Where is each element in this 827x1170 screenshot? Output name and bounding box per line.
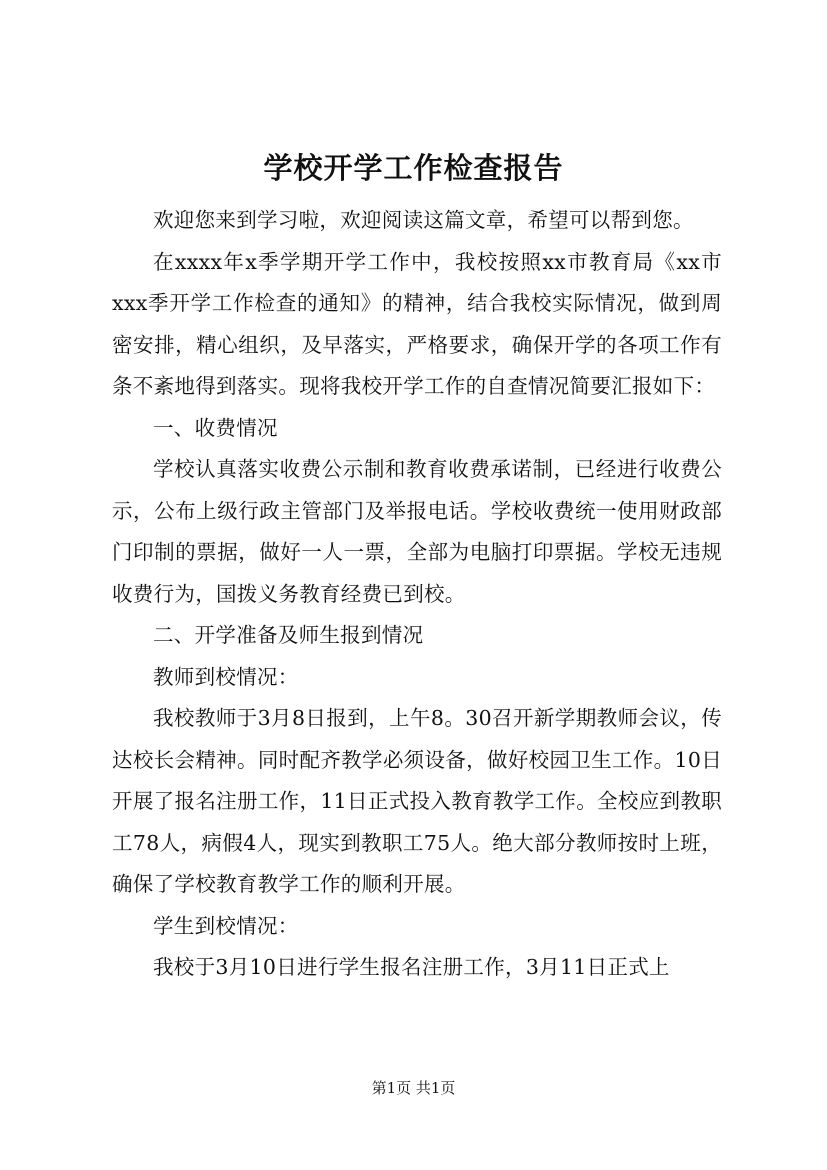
document-title: 学校开学工作检查报告 bbox=[263, 151, 564, 185]
page-footer: 第1页 共1页 bbox=[371, 1079, 456, 1097]
document-body bbox=[112, 200, 722, 989]
subheading-teachers: 教师到校情况： bbox=[153, 664, 299, 689]
subheading-students: 学生到校情况： bbox=[153, 913, 299, 938]
paragraph-teachers: 我校教师于3月8日报到，上午8。30召开新学期教师会议，传达校长会精神。同时配齐教学必须设备，做好校园卫生工作。10日开展了报名注册工作，11日正式投入教育教学工作。全校应到教职工78人，病假4人，现实到教职工75人。绝大部分教师按时上班，确保了学校教育教学工作的顺利开展。 bbox=[112, 706, 722, 896]
paragraph-intro: 在xxxx年x季学期开学工作中，我校按照xx市教育局《xx市xxx季开学工作检查的通知》的精神，结合我校实际情况，做到周密安排，精心组织，及早落实，严格要求，确保开学的各项工作有条不紊地得到落实。现将我校开学工作的自查情况简要汇报如下： bbox=[112, 249, 722, 398]
paragraph-welcome: 欢迎您来到学习啦，欢迎阅读这篇文章，希望可以帮到您。 bbox=[153, 208, 694, 232]
paragraph-students: 我校于3月10日进行学生报名注册工作，3月11日正式上 bbox=[153, 955, 670, 979]
section-heading-preparation: 二、开学准备及师生报到情况 bbox=[153, 623, 424, 647]
paragraph-fees: 学校认真落实收费公示制和教育收费承诺制，已经进行收费公示，公布上级行政主管部门及举报电话。学校收费统一使用财政部门印制的票据，做好一人一票，全部为电脑打印票据。学校无违规收费行为，国拨义务教育经费已到校。 bbox=[112, 457, 722, 606]
section-heading-fees: 一、收费情况 bbox=[153, 415, 278, 440]
